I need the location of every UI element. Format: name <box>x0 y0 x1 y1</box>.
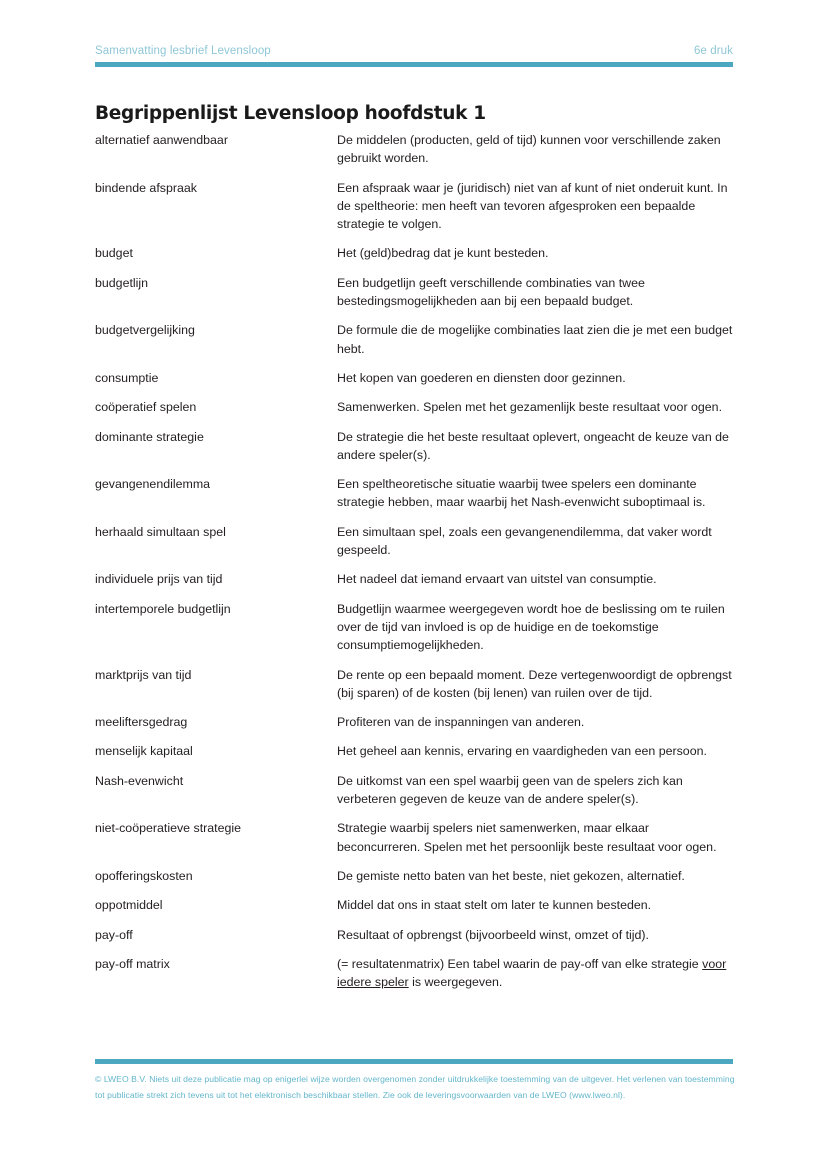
glossary-entry <box>95 819 735 856</box>
glossary-definition: Een budgetlijn geeft verschillende combinaties van twee bestedingsmogelijkheden aan bij een bepaald budget. <box>337 275 645 309</box>
glossary-definition: Een simultaan spel, zoals een gevangenendilemma, dat vaker wordt gespeeld. <box>337 524 712 558</box>
glossary-definition: De middelen (producten, geld of tijd) kunnen voor verschillende zaken gebruikt worden. <box>337 133 721 166</box>
glossary-entry <box>95 772 735 809</box>
glossary-definition: Het (geld)bedrag dat je kunt besteden. <box>337 246 549 261</box>
glossary-definition: Budgetlijn waarmee weergegeven wordt hoe de beslissing om te ruilen over de tijd van invloed is op de huidige en de toekomstige consumptiemogelijkheden. <box>337 601 725 653</box>
glossary-definition: Profiteren van de inspanningen van anderen. <box>337 715 585 730</box>
glossary-term: pay-off <box>95 927 133 942</box>
running-head-right-text: 6e druk <box>693 45 733 57</box>
glossary-definition: De uitkomst van een spel waarbij geen van de spelers zich kan verbeteren gegeven de keuze van de andere speler(s). <box>337 773 683 807</box>
glossary-term: budget <box>95 246 133 261</box>
glossary-entry <box>95 926 735 944</box>
glossary-definition: Het nadeel dat iemand ervaart van uitstel van consumptie. <box>337 572 657 587</box>
glossary-definition: Resultaat of opbrengst (bijvoorbeeld winst, omzet of tijd). <box>337 927 649 942</box>
glossary-term: marktprijs van tijd <box>95 667 192 682</box>
glossary-definition: Strategie waarbij spelers niet samenwerken, maar elkaar beconcurreren. Spelen met het persoonlijk beste resultaat voor ogen. <box>337 821 717 854</box>
glossary-term: dominante strategie <box>95 429 204 444</box>
glossary-definition: De gemiste netto baten van het beste, niet gekozen, alternatief. <box>337 868 685 883</box>
glossary-entry <box>95 713 735 731</box>
glossary-definition: Een afspraak waar je (juridisch) niet van af kunt of niet onderuit kunt. In de speltheorie: men heeft van tevoren afgesproken een bepaalde strategie te volgen. <box>337 180 728 232</box>
glossary-term: menselijk kapitaal <box>95 744 193 759</box>
glossary-entry <box>95 398 735 416</box>
glossary-entry <box>95 896 735 914</box>
glossary-entry <box>95 131 735 168</box>
glossary-term: gevangenendilemma <box>95 477 211 492</box>
glossary-term: consumptie <box>95 370 159 385</box>
glossary-list <box>95 131 735 991</box>
glossary-term: individuele prijs van tijd <box>95 572 223 587</box>
glossary-entry <box>95 428 735 465</box>
footer-rule <box>95 1059 733 1064</box>
glossary-definition: Een speltheoretische situatie waarbij twee spelers een dominante strategie hebben, maar waarbij het Nash-evenwicht suboptimaal is. <box>337 477 706 510</box>
glossary-entry <box>95 274 735 311</box>
glossary-definition: Samenwerken. Spelen met het gezamenlijk beste resultaat voor ogen. <box>337 400 723 415</box>
glossary-term: intertemporele budgetlijn <box>95 601 231 616</box>
glossary-entry <box>95 523 735 560</box>
glossary-entry <box>95 600 735 655</box>
glossary-term: meeliftersgedrag <box>95 715 188 730</box>
running-head <box>95 44 733 58</box>
running-head-left-text: Samenvatting lesbrief Levensloop <box>95 45 271 57</box>
glossary-entry <box>95 475 735 512</box>
glossary-definition: De formule die de mogelijke combinaties laat zien die je met een budget hebt. <box>337 323 733 356</box>
glossary-definition: De rente op een bepaald moment. Deze vertegenwoordigt de opbrengst (bij sparen) of de kosten (bij lenen) van ruilen over de tijd. <box>337 667 732 700</box>
glossary-term: niet-coöperatieve strategie <box>95 821 242 836</box>
glossary-entry <box>95 369 735 387</box>
glossary-definition: De strategie die het beste resultaat oplevert, ongeacht de keuze van de andere speler(s). <box>337 429 729 462</box>
glossary-term: oppotmiddel <box>95 898 163 913</box>
glossary-term: herhaald simultaan spel <box>95 524 226 539</box>
footer-copyright-note: © LWEO B.V. Niets uit deze publicatie mag op enigerlei wijze worden overgenomen zonder uitdrukkelijke toestemming van de uitgever. Het verlenen van toestemming tot publicatie strekt zich tevens uit tot het elektronisch beschikbaar stellen. Zie ook de leveringsvoorwaarden van de LWEO (www.lweo.nl). <box>95 1074 735 1100</box>
glossary-term: alternatief aanwendbaar <box>95 133 228 147</box>
definition-underlined-text: voor iedere speler <box>337 956 727 990</box>
glossary-entry <box>95 666 735 703</box>
glossary-term: pay-off matrix <box>95 956 170 971</box>
glossary-entry <box>95 742 735 760</box>
glossary-definition: Het kopen van goederen en diensten door gezinnen. <box>337 370 626 385</box>
page-title: Begrippenlijst Levensloop hoofdstuk 1 <box>95 103 486 125</box>
glossary-entry <box>95 179 735 234</box>
glossary-definition: Het geheel aan kennis, ervaring en vaardigheden van een persoon. <box>337 744 707 759</box>
glossary-definition: Middel dat ons in staat stelt om later te kunnen besteden. <box>337 898 652 913</box>
glossary-term: opofferingskosten <box>95 868 193 883</box>
definition-text: (= resultatenmatrix) Een tabel waarin de pay-off van elke strategie <box>337 956 703 971</box>
header-rule <box>95 62 733 67</box>
glossary-entry <box>95 570 735 588</box>
glossary-term: Nash-evenwicht <box>95 773 184 788</box>
glossary-entry <box>95 321 735 358</box>
glossary-term: bindende afspraak <box>95 180 197 195</box>
glossary-entry <box>95 955 735 992</box>
glossary-term: budgetvergelijking <box>95 323 195 338</box>
glossary-term: budgetlijn <box>95 275 149 290</box>
glossary-entry <box>95 244 735 262</box>
definition-text: is weergegeven. <box>408 975 503 990</box>
glossary-entry <box>95 867 735 885</box>
glossary-term: coöperatief spelen <box>95 400 197 415</box>
glossary-definition <box>337 955 735 992</box>
